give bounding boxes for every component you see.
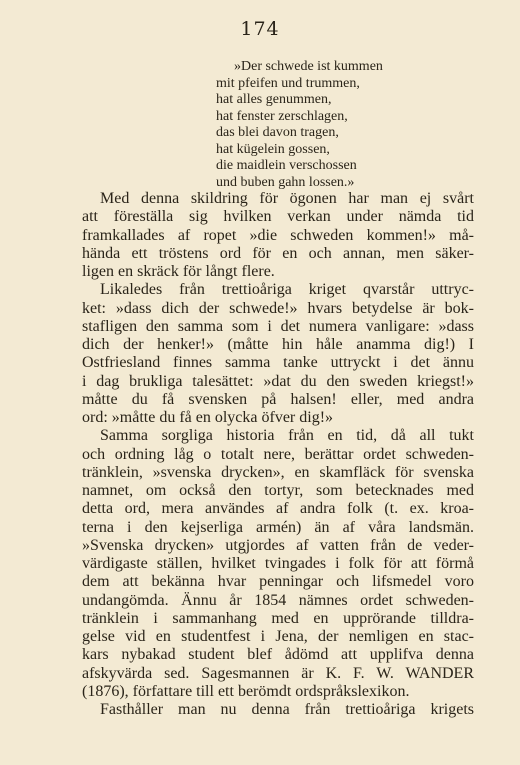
verse-line: die maidlein verschossen [216, 158, 357, 173]
text-line: detta ord, mera användes af andra folk (t. ex. kroa- [82, 500, 474, 518]
verse-line: mit pfeifen und trummen, [216, 75, 360, 91]
verse-line: und buben gahn lossen.» [216, 174, 355, 190]
text-line: »Svenska drycken» utgjordes af vatten från de veder- [82, 536, 474, 554]
text-line: dem att bekänna hvar penningar och lifsmedel voro [82, 573, 474, 591]
text-line: Samma sorgliga historia från en tid, då all tukt [100, 427, 474, 445]
text-line: terna i den kejserliga armén) än af våra landsmän. [82, 518, 474, 536]
text-line: Fasthåller man nu denna från trettioåriga krigets [100, 701, 474, 718]
text-line: dich der henker!» (måtte hin håle anamma dig!) I [82, 336, 474, 353]
verse-line: hat fenster zerschlagen, [216, 108, 348, 124]
body-text [82, 190, 474, 719]
text-line: ord: »måtte du få en olycka öfver dig!» [82, 409, 334, 426]
text-line: stafligen den samma som i det numera vanligare: »dass [82, 317, 474, 335]
verse-line: hat alles genummen, [216, 92, 332, 107]
verse-quote [216, 59, 383, 191]
text-line: namnet, om också den tortyr, som betecknades med [82, 482, 474, 499]
text-line: i dag brukliga talesättet: »dat du den sweden kriegst!» [82, 372, 474, 390]
verse-line: »Der schwede ist kummen [234, 59, 383, 74]
verse-line: das blei davon tragen, [216, 125, 339, 140]
text-line: undangömda. Ännu år 1854 nämnes ordet schweden- [82, 591, 474, 609]
text-line: framkallades af ropet »die schweden kommen!» må- [82, 226, 474, 244]
text-line: måtte du få svensken på halsen! eller, med andra [82, 390, 474, 408]
text-line: ligen en skräck för långt flere. [82, 263, 275, 280]
text-line: hända ett tröstens ord för en och annan, men säker- [82, 244, 474, 262]
text-line: och ordning låg o totalt nere, berättar ordet schweden- [82, 445, 474, 463]
text-line: (1876), författare till ett berömdt ordspråkslexikon. [82, 682, 410, 700]
text-line: gelse vid en studentfest i Jena, der nemligen en stac- [82, 628, 474, 645]
text-line: afskyvärda sed. Sagesmannen är K. F. W. WANDER [82, 664, 474, 682]
text-line: Ostfriesland finnes samma tanke uttryckt i det ännu [82, 354, 474, 372]
text-line: Med denna skildring för ögonen har man ej svårt [100, 190, 474, 207]
text-line: tränklein i sammanhang med en upprörande tilldra- [82, 609, 474, 627]
text-line: ket: »dass dich der schwede!» hvars betydelse är bok- [82, 299, 474, 317]
text-line: tränklein, »svenska drycken», en skamfläck för svenska [82, 463, 474, 481]
text-line: att föreställa sig hvilken verkan under nämda tid [82, 208, 474, 226]
verse-line: hat kügelein gossen, [216, 141, 330, 157]
text-line: kars nybakad student blef ådömd att upplifva denna [82, 646, 474, 664]
text-line: värdigaste ställen, hvilket tvingades i folk för att förmå [82, 555, 474, 572]
text-line: Likaledes från trettioåriga kriget qvarstår uttryc- [100, 281, 474, 299]
page-number: 174 [240, 18, 280, 40]
